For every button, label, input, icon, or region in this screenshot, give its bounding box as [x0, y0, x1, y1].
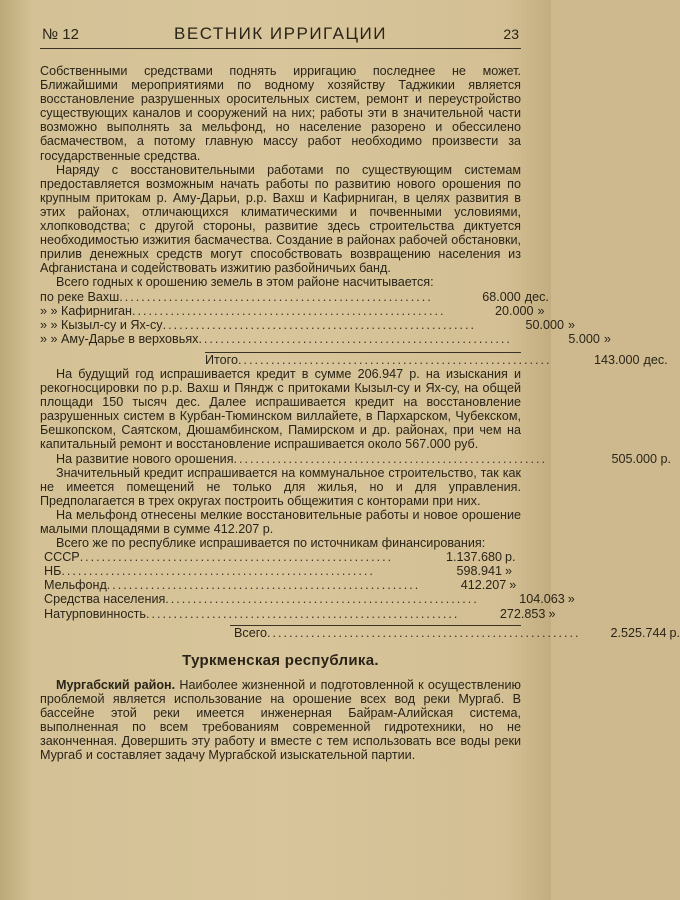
land-total-value: 143.000 — [593, 352, 640, 367]
land-row: » » Кызыл-су и Ях-су ......................................................... 50.000 » — [40, 317, 576, 332]
land-total-row: Итого ......................................................... 143.000 дес. — [205, 352, 668, 367]
land-table — [40, 289, 668, 367]
land-row-unit: » — [603, 331, 611, 346]
district-name: Мургабский район. — [56, 677, 176, 692]
finance-row-label: СССР — [44, 550, 80, 565]
finance-row-label: Мельфонд — [44, 578, 107, 593]
paragraph: Всего же по республике испрашивается по источникам финансирования: — [56, 536, 486, 551]
paragraph — [40, 678, 521, 763]
finance-row-value: 272.853 — [499, 606, 546, 621]
finance-row-unit: » — [567, 592, 575, 607]
land-row-unit: » — [568, 317, 576, 332]
finance-row-label: Натурповинность — [44, 606, 146, 621]
issue-number: № 12 — [42, 26, 79, 43]
land-row-unit: » — [537, 303, 545, 318]
paragraph: Значительный кредит испрашивается на коммунальное строительство, так как не имеется помещений не только для жилья, но и для управления. Предполагается в трех округах построить общежития с конторами при них. — [40, 465, 521, 508]
land-row-label: » » Кызыл-су и Ях-су — [40, 317, 163, 332]
finance-row: НБ ......................................................... 598.941 » — [40, 564, 521, 578]
finance-row-label: НБ — [44, 564, 62, 579]
land-row-unit: дес. — [524, 289, 549, 304]
finance-total-unit: р. — [669, 625, 680, 640]
land-row-label: » » Кафирниган — [40, 303, 133, 318]
finance-row: Средства населения ......................................................... 104.063 » — [40, 592, 521, 606]
finance-row-label: Средства населения — [44, 592, 166, 607]
paragraph: На будущий год испрашивается кредит в сумме 206.947 р. на изыскания и рекогносцировки по р.р. Вахш и Пяндж с притоками Кызыл-су и Ях-су, на общей площади 150 тысяч дес. Далее испрашивается кредит на восстановление разрушенных систем в Курбан-Тюминском виллайете, в Пархарском, Чубекском, Бешкопском, Саятском, Дюшамбинском, Памирском и др. районах, при чем на капитальный ремонт и восстановление испрашивается около 567.000 руб. — [40, 366, 521, 452]
finance-row: Мельфонд ......................................................... 412.207 » — [40, 578, 521, 592]
district-text: Наиболее жизненной и подготовленной к осуществлению проблемой является использование на орошение всех вод реки Мургаб. В бассейне этой реки имеется инженерная Байрам-Алийская система, выполненная по всем требованиям современной гидротехники, но не законченная. Довершить эту работу и вместе с тем использовать все воды реки Мургаб и составляет задачу Мургабской изыскательной партии. — [40, 677, 521, 763]
land-row-value: 68.000 — [482, 289, 521, 304]
paragraph: На мельфонд отнесены мелкие восстановительные работы и новое орошение малыми площадями в сумме 412.207 р. — [40, 507, 521, 536]
land-row: » » Аму-Дарье в верховьях ......................................................... 5.000 » — [40, 331, 611, 346]
finance-total-row: Всего ......................................................... 2.525.744 р. — [40, 626, 521, 640]
paragraph: Наряду с восстановительными работами по существующим системам предоставляется возможным начать работы по развитию нового орошения по крупным притокам р. Аму-Дарьи, р.р. Вахш и Кафирниган, в целях развития в этих районах, отличающихся климатическими и почвенными условиями, хлопководства; с другой стороны, развитие здесь строительства диктуется необходимостью изжития басмачества. Создание в районах рабочей обстановки, прилив денежных средств могут способствовать возвращению населения из Афганистана и содействовать изжитию разбойничьих банд. — [40, 162, 521, 276]
paragraph: Собственными средствами поднять ирригацию последнее не может. Ближайшими мероприятиями по водному хозяйству Таджикии является восстановление разрушенных оросительных систем, ремонт и переустройство существующих каналов и сооружений на них; работы эти в значительной части возможно выполнять за мельфонд, но население разорено и обессилено басмачеством, а потому главную массу работ необходимо произвести за государственные средства. — [40, 64, 521, 163]
land-row-value: 20.000 — [494, 303, 534, 318]
new-irrigation-row: На развитие нового орошения ......................................................... 505.000 р. — [56, 451, 671, 466]
finance-row: СССР ......................................................... 1.137.680 р. — [40, 550, 521, 564]
finance-row-value: 104.063 — [519, 592, 565, 607]
land-row-label: » » Аму-Дарье в верховьях — [40, 331, 199, 346]
finance-row-unit: р. — [505, 550, 516, 565]
land-row-label: по реке Вахш — [40, 289, 120, 304]
new-irrigation-value: 505.000 р. — [611, 451, 671, 466]
finance-row-unit: » — [505, 564, 513, 579]
journal-title: ВЕСТНИК ИРРИГАЦИИ — [174, 24, 387, 43]
land-total-label: Итого — [205, 352, 239, 367]
article-body — [40, 64, 680, 763]
land-row: по реке Вахш ......................................................... 68.000 дес. — [40, 289, 549, 304]
finance-table — [40, 550, 680, 640]
page-number: 23 — [503, 26, 519, 42]
section-title: Туркменская республика. — [182, 651, 379, 669]
finance-row-value: 1.137.680 — [445, 550, 502, 565]
finance-total-label: Всего — [234, 625, 268, 640]
land-row-value: 5.000 — [568, 331, 600, 346]
finance-row-unit: » — [509, 578, 517, 593]
finance-row: Натурповинность ......................................................... 272.853 » — [40, 607, 521, 621]
page-header — [40, 18, 521, 49]
finance-row-unit: » — [548, 606, 556, 621]
land-row-value: 50.000 — [525, 317, 565, 332]
new-irrigation-label: На развитие нового орошения — [56, 451, 234, 466]
finance-total-value: 2.525.744 — [610, 625, 667, 640]
finance-row-value: 412.207 — [460, 578, 507, 593]
paragraph: Всего годных к орошению земель в этом районе насчитывается: — [56, 275, 434, 290]
finance-row-value: 598.941 — [456, 564, 502, 579]
land-row: » » Кафирниган ......................................................... 20.000 » — [40, 303, 545, 318]
land-total-unit: дес. — [643, 352, 668, 367]
